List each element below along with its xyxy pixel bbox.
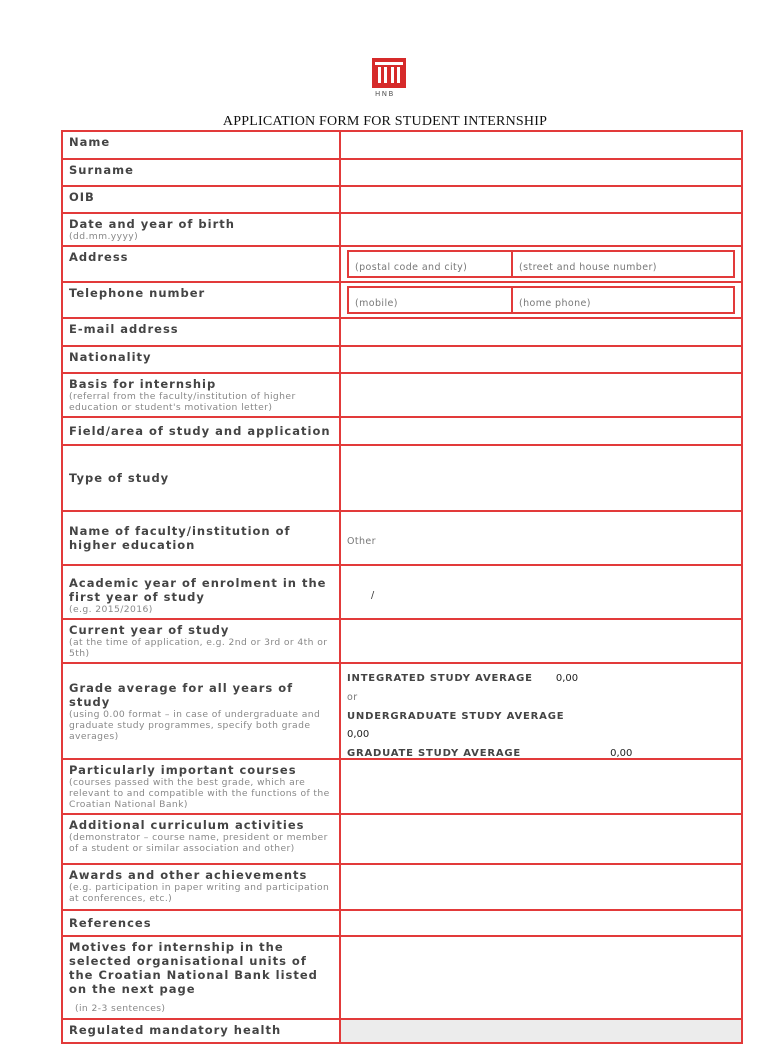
motives-hint: (in 2-3 sentences) (75, 1003, 166, 1014)
type-label-cell: Type of study (62, 445, 340, 511)
page-title: APPLICATION FORM FOR STUDENT INTERNSHIP (222, 114, 548, 129)
basis-hint: (referral from the faculty/institution of higher education or student's motivation letter) (69, 391, 296, 413)
telephone-fields (340, 282, 742, 318)
motives-field[interactable] (340, 936, 742, 1019)
graduate-average-value: 0,00 (610, 748, 633, 759)
references-field[interactable] (340, 910, 742, 936)
application-form (61, 130, 743, 1044)
graduate-average-label: GRADUATE STUDY AVERAGE (347, 748, 522, 759)
current-year-field[interactable] (340, 619, 742, 663)
current-year-label-cell: Current year of study (at the time of application, e.g. 2nd or 3rd or 4th or 5th) (62, 619, 340, 663)
oib-field[interactable] (340, 186, 742, 213)
awards-field[interactable] (340, 864, 742, 910)
health-label-cell: Regulated mandatory health (62, 1019, 340, 1043)
integrated-average-value: 0,00 (555, 673, 579, 684)
name-label-cell: Name (62, 131, 340, 159)
undergrad-average-label: UNDERGRADUATE STUDY AVERAGE (347, 711, 565, 722)
dob-field[interactable] (340, 213, 742, 246)
health-field[interactable] (340, 1019, 742, 1043)
email-label-cell: E-mail address (62, 318, 340, 346)
activities-hint: (demonstrator – course name, president or member of a student or similar association and other) (69, 832, 328, 854)
references-label-cell: References (62, 910, 340, 936)
enrolment-field[interactable]: / (340, 565, 742, 619)
courses-hint: (courses passed with the best grade, which are relevant to and compatible with the functions of the Croatian National Bank) (69, 777, 330, 810)
name-field[interactable] (340, 131, 742, 159)
faculty-field[interactable]: Other (340, 511, 742, 565)
hnb-logo (372, 58, 406, 100)
basis-label-cell: Basis for internship (referral from the faculty/institution of higher education or student's motivation letter) (62, 373, 340, 417)
address-city-field[interactable]: (postal code and city) (348, 251, 512, 277)
surname-label-cell: Surname (62, 159, 340, 186)
mobile-field[interactable]: (mobile) (348, 287, 512, 313)
or-label: or (347, 692, 358, 703)
grade-label-cell: Grade average for all years of study (using 0.00 format – in case of undergraduate and graduate study programmes, specify both grade averages) (62, 663, 340, 759)
enrolment-label-cell: Academic year of enrolment in the first year of study (e.g. 2015/2016) (62, 565, 340, 619)
courses-field[interactable] (340, 759, 742, 814)
activities-field[interactable] (340, 814, 742, 864)
enrolment-hint: (e.g. 2015/2016) (69, 604, 153, 615)
current-year-hint: (at the time of application, e.g. 2nd or 3rd or 4th or 5th) (69, 637, 328, 659)
surname-field[interactable] (340, 159, 742, 186)
field-of-study-field[interactable] (340, 417, 742, 445)
activities-label-cell: Additional curriculum activities (demonstrator – course name, president or member of a student or similar association and other) (62, 814, 340, 864)
nationality-label-cell: Nationality (62, 346, 340, 373)
oib-label-cell: OIB (62, 186, 340, 213)
dob-label-cell: Date and year of birth (dd.mm.yyyy) (62, 213, 340, 246)
address-label-cell: Address (62, 246, 340, 282)
address-fields (340, 246, 742, 282)
dob-hint: (dd.mm.yyyy) (69, 231, 139, 242)
awards-hint: (e.g. participation in paper writing and participation at conferences, etc.) (69, 882, 330, 904)
grade-field[interactable] (340, 663, 742, 759)
field-label-cell: Field/area of study and application (62, 417, 340, 445)
faculty-label-cell: Name of faculty/institution of higher education (62, 511, 340, 565)
logo-text: HNB (375, 90, 395, 98)
grade-hint: (using 0.00 format – in case of undergraduate and graduate study programmes, specify both grade averages) (69, 708, 321, 742)
nationality-field[interactable] (340, 346, 742, 373)
telephone-label-cell: Telephone number (62, 282, 340, 318)
type-of-study-field[interactable] (340, 445, 742, 511)
address-street-field[interactable]: (street and house number) (512, 251, 734, 277)
home-phone-field[interactable]: (home phone) (512, 287, 734, 313)
integrated-average-label: INTEGRATED STUDY AVERAGE (347, 673, 533, 684)
email-field[interactable] (340, 318, 742, 346)
motives-label-cell: Motives for internship in the selected organisational units of the Croatian National Bank listed on the next page (in 2-3 sentences) (62, 936, 340, 1019)
basis-field[interactable] (340, 373, 742, 417)
courses-label-cell: Particularly important courses (courses passed with the best grade, which are relevant to and compatible with the functions of the Croatian National Bank) (62, 759, 340, 814)
bank-building-icon (372, 58, 406, 88)
awards-label-cell: Awards and other achievements (e.g. participation in paper writing and participation at conferences, etc.) (62, 864, 340, 910)
undergrad-average-value: 0,00 (347, 729, 370, 740)
